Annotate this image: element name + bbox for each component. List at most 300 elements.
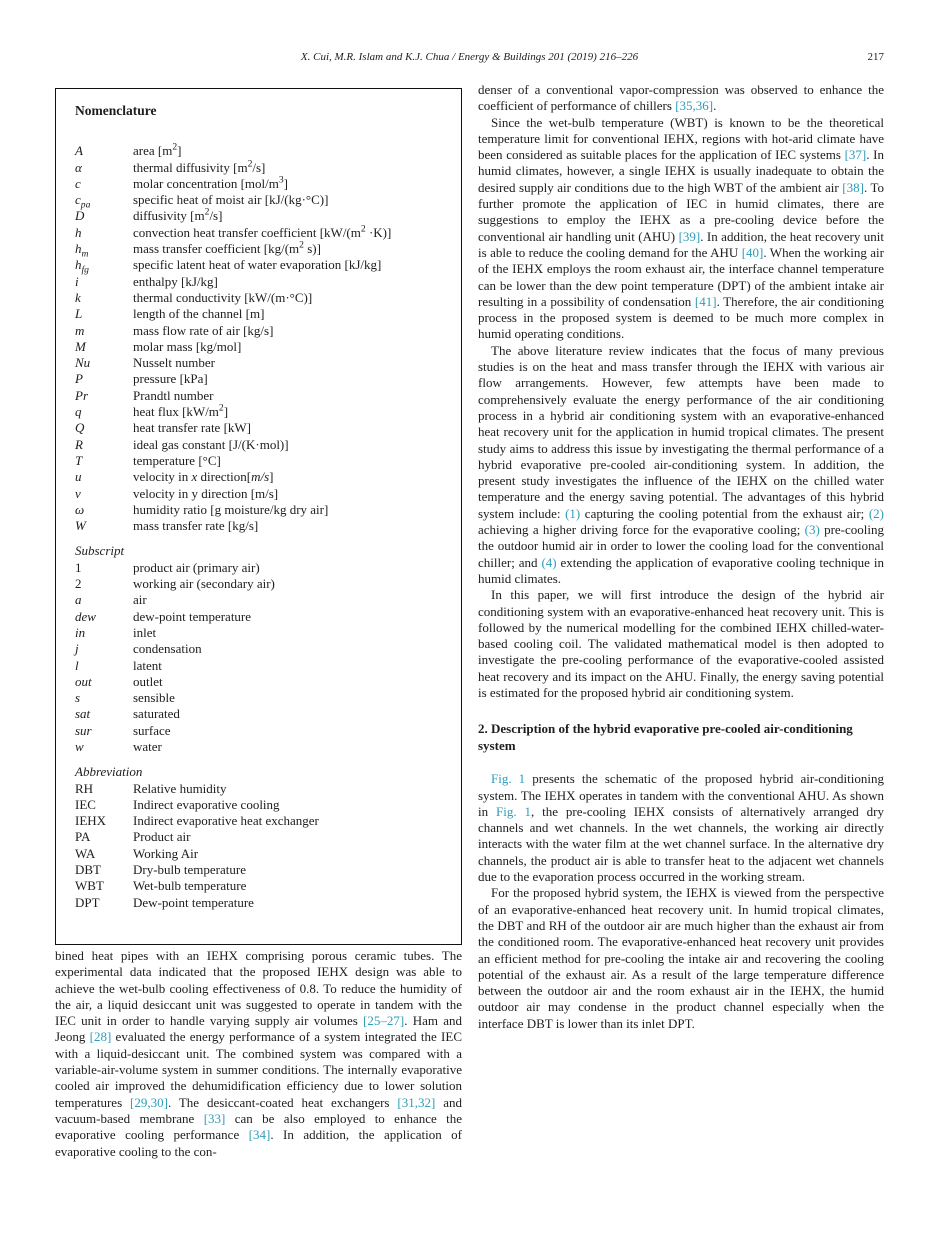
text-segment: Wet-bulb temperature — [133, 878, 247, 894]
text-segment: pressure [kPa] — [133, 371, 208, 387]
nomenclature-symbol — [75, 739, 133, 755]
text-segment: velocity in y direction [m/s] — [133, 485, 279, 501]
text-segment: . Therefore, the air conditioning process in the proposed system is deemed to be much more complex in humid operating conditions. — [478, 293, 884, 342]
text-segment: humidity ratio [g moisture/kg dry air] — [133, 501, 329, 517]
nomenclature-symbol — [75, 257, 133, 276]
text-segment: P — [75, 371, 83, 387]
text-segment: 2 — [75, 576, 82, 592]
text-segment: inlet — [133, 624, 157, 640]
text-segment: velocity in — [133, 469, 192, 485]
nomenclature-row — [75, 371, 445, 387]
citation-link[interactable]: [41] — [694, 293, 717, 309]
text-segment: . The desiccant-coated heat exchangers — [167, 1094, 398, 1110]
text-segment: thermal conductivity [kW/(m·°C)] — [133, 289, 313, 305]
text-segment: . Ham and Jeong — [55, 1013, 462, 1045]
text-segment: molar concentration [mol/m — [133, 175, 279, 191]
nomenclature-symbol — [75, 518, 133, 534]
text-segment: a — [75, 592, 82, 608]
nomenclature-row — [75, 895, 445, 911]
text-segment: R — [75, 436, 83, 452]
nomenclature-row — [75, 437, 445, 453]
text-segment: ] — [283, 175, 288, 191]
nomenclature-symbol — [75, 625, 133, 641]
nomenclature-symbol — [75, 176, 133, 192]
nomenclature-row — [75, 486, 445, 502]
text-segment: Relative humidity — [133, 780, 227, 796]
nomenclature-definition — [133, 257, 445, 273]
citation-link[interactable]: (4) — [541, 554, 557, 570]
citation-link[interactable]: (2) — [868, 505, 884, 521]
nomenclature-row — [75, 257, 445, 276]
nomenclature-definition — [133, 469, 445, 485]
text-segment: Working Air — [133, 845, 199, 861]
text-segment: RH — [75, 780, 94, 796]
text-segment: Dew-point temperature — [133, 894, 254, 910]
nomenclature-definition — [133, 706, 445, 722]
nomenclature-symbol — [75, 706, 133, 722]
text-segment: Pr — [75, 387, 88, 403]
nomenclature-symbol — [75, 797, 133, 813]
text-segment: mass transfer coefficient [kg/(m — [133, 241, 300, 257]
text-segment: sat — [75, 706, 91, 722]
nomenclature-row — [75, 274, 445, 290]
text-segment: IEHX — [75, 813, 107, 829]
text-segment: 2 — [299, 239, 304, 251]
nomenclature-symbol — [75, 609, 133, 625]
citation-link[interactable]: (3) — [804, 522, 820, 538]
text-segment: mass flow rate of air [kg/s] — [133, 322, 274, 338]
running-head — [55, 51, 884, 63]
nomenclature-row — [75, 160, 445, 176]
text-segment: Dry-bulb temperature — [133, 862, 246, 878]
nomenclature-definition — [133, 371, 445, 387]
text-segment: direction[ — [197, 469, 252, 485]
nomenclature-symbol — [75, 576, 133, 592]
citation-link[interactable]: [25–27] — [363, 1013, 405, 1029]
nomenclature-row — [75, 878, 445, 894]
nomenclature-row — [75, 690, 445, 706]
nomenclature-definition — [133, 862, 445, 878]
text-segment: Prandtl number — [133, 387, 214, 403]
nomenclature-symbol — [75, 241, 133, 260]
text-segment: IEC — [75, 796, 96, 812]
nomenclature-row — [75, 625, 445, 641]
text-segment: m — [81, 248, 89, 260]
nomenclature-row — [75, 723, 445, 739]
nomenclature-symbol — [75, 658, 133, 674]
text-segment: condensation — [133, 641, 202, 657]
text-segment: /s] — [209, 208, 223, 224]
text-segment: c — [75, 175, 81, 191]
paragraph-hybrid-system — [478, 885, 884, 1032]
text-segment: specific heat of moist air [kJ/(kg·°C)] — [133, 192, 329, 208]
text-segment: 2 — [204, 207, 210, 219]
paragraph-paper-outline — [478, 587, 884, 701]
nomenclature-definition — [133, 625, 445, 641]
nomenclature-symbol — [75, 339, 133, 355]
text-segment: Product air — [133, 829, 191, 845]
text-segment: 1 — [75, 559, 82, 575]
nomenclature-symbol — [75, 192, 133, 211]
text-segment: sensible — [133, 690, 175, 706]
text-segment: thermal diffusivity [m — [133, 159, 248, 175]
text-segment: ] — [177, 143, 182, 159]
text-segment: dew — [75, 608, 96, 624]
text-segment: Indirect evaporative cooling — [133, 796, 280, 812]
text-segment: DPT — [75, 894, 100, 910]
nomenclature-definition — [133, 486, 445, 502]
text-segment: Since the wet-bulb temperature (WBT) is known to be the theoretical temperature limit for conventional IEHX, regions with hot-arid climate have been considered as suitable places for the application of IEC systems — [478, 114, 884, 163]
citation-link[interactable]: [31,32] — [397, 1094, 436, 1110]
nomenclature-symbol — [75, 225, 133, 241]
paragraph-literature-review — [478, 343, 884, 587]
nomenclature-row — [75, 797, 445, 813]
nomenclature-definition — [133, 658, 445, 674]
nomenclature-symbol — [75, 355, 133, 371]
text-segment: 2 — [218, 402, 224, 414]
nomenclature-symbol — [75, 437, 133, 453]
nomenclature-definition — [133, 143, 445, 159]
text-segment: k — [75, 289, 81, 305]
nomenclature-row — [75, 674, 445, 690]
text-segment: T — [75, 452, 83, 468]
nomenclature-symbol — [75, 274, 133, 290]
citation-link[interactable]: [39] — [678, 228, 701, 244]
text-segment: L — [75, 306, 83, 322]
text-segment: ideal gas constant [J/(K·mol)] — [133, 436, 289, 452]
text-segment: 2 — [247, 158, 253, 170]
nomenclature-title: Nomenclature — [75, 103, 157, 118]
text-segment: evaluated the energy performance of a system integrated the IEC with a liquid-desiccant unit. The combined system was compared with a variable-air-volume system in summer conditions. The internally evaporative cooled air improved the dehumidification efficiency due to lower solution temperatures — [55, 1029, 462, 1110]
text-segment: Q — [75, 420, 85, 436]
text-segment: h — [75, 257, 82, 273]
nomenclature-symbol — [75, 723, 133, 739]
nomenclature-symbol — [75, 502, 133, 518]
text-segment: i — [75, 273, 79, 289]
text-segment: h — [75, 224, 82, 240]
text-segment: . In addition, the heat recovery unit is able to reduce the cooling demand for the AHU — [478, 228, 884, 260]
nomenclature-definition — [133, 576, 445, 592]
text-segment: fg — [81, 264, 89, 276]
text-segment: ω — [75, 501, 85, 517]
text-segment: convection heat transfer coefficient [kW/(m — [133, 224, 361, 240]
text-segment: ] — [223, 404, 229, 420]
nomenclature-row — [75, 592, 445, 608]
nomenclature-definition — [133, 690, 445, 706]
nomenclature-row — [75, 176, 445, 192]
text-segment: specific latent heat of water evaporation [kJ/kg] — [133, 257, 382, 273]
nomenclature-definition — [133, 404, 445, 420]
text-segment: area [m — [133, 143, 173, 159]
nomenclature-definition — [133, 797, 445, 813]
citation-link[interactable]: [35,36] — [675, 98, 714, 114]
nomenclature-row — [75, 355, 445, 371]
text-segment: diffusivity [m — [133, 208, 205, 224]
nomenclature-definition — [133, 274, 445, 290]
nomenclature-row — [75, 404, 445, 420]
text-segment: Nusselt number — [133, 355, 215, 371]
text-segment: s — [75, 690, 81, 706]
text-segment: 2 — [360, 223, 366, 235]
text-segment: x — [191, 469, 198, 485]
text-segment: . When the working air of the IEHX employs the room exhaust air, the interface channel temperature can be lower than the dew point temperature (DPT) of the ambient intake air resulting in a possibility of condensation — [478, 244, 884, 309]
nomenclature-symbol — [75, 160, 133, 176]
nomenclature-symbol — [75, 388, 133, 404]
text-segment: out — [75, 673, 92, 689]
nomenclature-symbol — [75, 486, 133, 502]
nomenclature-definition — [133, 829, 445, 845]
text-segment: capturing the cooling potential from the exhaust air; — [580, 505, 869, 521]
citation-link[interactable]: Fig. 1 — [496, 803, 531, 819]
text-segment: . To further promote the application of IEC in humid climates, there are suggestions to employ the IEHX as a pre-cooling device before the conventional air handling unit (AHU) — [478, 179, 884, 244]
nomenclature-symbol — [75, 143, 133, 159]
text-segment: saturated — [133, 706, 180, 722]
nomenclature-definition — [133, 739, 445, 755]
text-segment: and vacuum-based membrane — [55, 1094, 462, 1126]
nomenclature-row — [75, 739, 445, 755]
nomenclature-symbol — [75, 208, 133, 224]
nomenclature-symbol — [75, 560, 133, 576]
text-segment: W — [75, 518, 86, 534]
text-segment: s)] — [303, 241, 321, 257]
text-segment: h — [75, 241, 82, 257]
nomenclature-symbol — [75, 829, 133, 845]
text-segment: M — [75, 338, 86, 354]
nomenclature-definition — [133, 641, 445, 657]
nomenclature-definition — [133, 160, 445, 176]
nomenclature-definition — [133, 502, 445, 518]
text-segment: presents the schematic of the proposed hybrid air-conditioning system. The IEHX operates in tandem with the conventional AHU. As shown in — [478, 771, 885, 819]
text-segment: pa — [80, 199, 91, 211]
nomenclature-symbol — [75, 404, 133, 420]
text-segment: WA — [75, 845, 96, 861]
nomenclature-definition — [133, 895, 445, 911]
text-segment: /s] — [252, 159, 266, 175]
nomenclature-row — [75, 208, 445, 224]
nomenclature-row — [75, 290, 445, 306]
nomenclature-symbol — [75, 690, 133, 706]
nomenclature-row — [75, 143, 445, 159]
section-heading: 2. Description of the hybrid evaporative pre-cooled air-conditioning system — [478, 721, 853, 753]
text-segment: dew-point temperature — [133, 608, 252, 624]
left-column-paragraph — [55, 948, 462, 1160]
text-segment: water — [133, 738, 162, 754]
nomenclature-row — [75, 560, 445, 576]
citation-link[interactable]: [40] — [741, 244, 764, 260]
nomenclature-definition — [133, 192, 445, 208]
nomenclature-definition — [133, 878, 445, 894]
nomenclature-symbol — [75, 813, 133, 829]
text-segment: q — [75, 404, 82, 420]
text-segment: air — [133, 592, 147, 608]
nomenclature-row — [75, 641, 445, 657]
nomenclature-definition — [133, 781, 445, 797]
text-segment: mass transfer rate [kg/s] — [133, 518, 259, 534]
text-segment: enthalpy [kJ/kg] — [133, 273, 218, 289]
text-segment: , the pre-cooling IEHX consists of alternatively arranged dry channels and wet channels. In the wet channels, the working air directly interacts with the water film at the wet channel surface. In the alternative dry channels, the product air is able to transfer heat to the adjacent wet channels due to the evaporation process occurred in the working stream. — [478, 803, 884, 885]
citation-link[interactable]: Fig. 1 — [491, 771, 526, 787]
nomenclature-definition — [133, 592, 445, 608]
nomenclature-definition — [133, 306, 445, 322]
text-segment: temperature [°C] — [133, 452, 221, 468]
text-segment: j — [75, 641, 79, 657]
nomenclature-definition — [133, 674, 445, 690]
text-segment: l — [75, 657, 79, 673]
nomenclature-symbol — [75, 453, 133, 469]
text-segment: sur — [75, 722, 92, 738]
citation-link[interactable]: [28] — [89, 1029, 112, 1045]
nomenclature-definition — [133, 241, 445, 257]
nomenclature-row — [75, 192, 445, 211]
nomenclature-symbol — [75, 895, 133, 911]
nomenclature-definition — [133, 453, 445, 469]
text-segment: u — [75, 469, 82, 485]
citation-link[interactable]: [34] — [248, 1127, 271, 1143]
left-column — [55, 88, 462, 1160]
abbreviation-list — [75, 781, 445, 911]
text-segment: Indirect evaporative heat exchanger — [133, 813, 319, 829]
nomenclature-symbol — [75, 674, 133, 690]
text-segment: 3 — [278, 174, 284, 186]
nomenclature-box — [55, 88, 462, 945]
nomenclature-symbol — [75, 878, 133, 894]
nomenclature-row — [75, 609, 445, 625]
nomenclature-definition — [133, 420, 445, 436]
nomenclature-symbol — [75, 862, 133, 878]
right-column — [478, 82, 884, 1032]
text-segment: latent — [133, 657, 162, 673]
text-segment: bined heat pipes with an IEHX comprising porous ceramic tubes. The experimental data indicated that the proposed IEHX design was able to achieve the wet-bulb cooling effectiveness of 0.8. To reduce the humidity of the air, a liquid desiccant unit was suggested to operate in tandem with the IEC unit in order to handle varying supply air volumes — [55, 948, 462, 1029]
text-segment: In this paper, we will first introduce the design of the hybrid air conditioning system with an evaporative-enhanced heat recovery unit. This is followed by the numerical modelling for the combined IEHX chilled-water-based cooling coil. The validated mathematical model is then adopted to investigate the pre-cooling performance of the evaporative-cooled assisted heat recovery and its impact on the AHU. Finally, the energy saving potential is estimated for the proposed hybrid air conditioning system. — [478, 587, 884, 700]
nomenclature-symbol — [75, 371, 133, 387]
nomenclature-definition — [133, 609, 445, 625]
nomenclature-definition — [133, 355, 445, 371]
nomenclature-symbol — [75, 420, 133, 436]
nomenclature-row — [75, 339, 445, 355]
nomenclature-definition — [133, 388, 445, 404]
text-segment: working air (secondary air) — [133, 576, 275, 592]
paragraph-chillers — [478, 82, 884, 115]
nomenclature-row — [75, 323, 445, 339]
journal-citation: X. Cui, M.R. Islam and K.J. Chua / Energy & Buildings 201 (2019) 216–226 — [300, 51, 639, 63]
nomenclature-row — [75, 658, 445, 674]
nomenclature-row — [75, 306, 445, 322]
nomenclature-row — [75, 706, 445, 722]
nomenclature-row — [75, 225, 445, 241]
nomenclature-symbol — [75, 469, 133, 485]
nomenclature-symbol — [75, 290, 133, 306]
nomenclature-row — [75, 388, 445, 404]
nomenclature-definition — [133, 813, 445, 829]
text-segment: D — [75, 208, 85, 224]
citation-link[interactable]: [38] — [842, 179, 864, 195]
text-segment: . In humid climates, however, a single IEHX is usually inadequate to obtain the desired supply air conditions due to the high WBT of the ambient air — [478, 147, 884, 195]
text-segment: molar mass [kg/mol] — [133, 338, 242, 354]
text-segment: DBT — [75, 862, 101, 878]
nomenclature-row — [75, 862, 445, 878]
text-segment: c — [75, 192, 81, 208]
text-segment: w — [75, 738, 84, 754]
nomenclature-symbol — [75, 592, 133, 608]
nomenclature-definition — [133, 560, 445, 576]
nomenclature-definition — [133, 846, 445, 862]
text-segment: can be also employed to enhance the evaporative cooling performance — [55, 1110, 462, 1143]
text-segment: . — [713, 98, 717, 114]
text-segment: The above literature review indicates that the focus of many previous studies is on the heat and mass transfer through the IEHX with various air flow arrangements. However, few attempts have been made to comprehensively evaluate the energy performance of the air conditioning process in a hybrid air conditioning system with an evaporative-enhanced heat recovery unit for the application in humid tropical climates. The present study aims to address this issue by investigating the thermal performance of a hybrid evaporative pre-cooled air-conditioning system. In addition, the present study investigates the influence of the IEHX on the chilled water temperature and the energy saving potential. The advantages of this hybrid system include: — [478, 342, 884, 521]
nomenclature-row — [75, 239, 445, 260]
paragraph-wbt-limit — [478, 115, 884, 343]
citation-link[interactable]: [29,30] — [130, 1094, 168, 1110]
nomenclature-row — [75, 576, 445, 592]
nomenclature-row — [75, 453, 445, 469]
nomenclature-row — [75, 469, 445, 485]
text-segment: 2 — [172, 141, 178, 153]
nomenclature-definition — [133, 290, 445, 306]
text-segment: For the proposed hybrid system, the IEHX is viewed from the perspective of an evaporative-enhanced heat recovery unit. In humid tropical climates, the DBT and RH of the outdoor air are much higher than the exhaust air from the conditioned room. The evaporative-enhanced heat recovery unit provides an efficient method for pre-cooling the intake air and recovering the cooling potential of the exhaust air. As a result of the large temperature difference between the outdoor air and the room exhaust air in the IEHX, the humid outdoor air may condense in the product channel especially when the interface DBT is lower than its inlet DPT. — [478, 885, 884, 1031]
text-segment: heat transfer rate [kW] — [133, 420, 252, 436]
nomenclature-row — [75, 502, 445, 518]
nomenclature-definition — [133, 339, 445, 355]
text-segment: surface — [133, 722, 171, 738]
text-segment: Nu — [75, 355, 91, 371]
citation-link[interactable]: [33] — [203, 1110, 226, 1126]
subscript-heading: Subscript — [75, 543, 125, 559]
nomenclature-row — [75, 420, 445, 436]
text-segment: α — [75, 159, 82, 175]
text-segment: m/s — [251, 469, 270, 485]
text-segment: v — [75, 485, 81, 501]
text-segment: WBT — [75, 878, 104, 894]
citation-link[interactable]: (1) — [565, 505, 581, 521]
text-segment: m — [75, 322, 85, 338]
nomenclature-symbol — [75, 306, 133, 322]
nomenclature-row — [75, 846, 445, 862]
nomenclature-row — [75, 829, 445, 845]
text-segment: extending the application of evaporative cooling technique in humid climates. — [478, 554, 884, 586]
text-segment: heat flux [kW/m — [133, 404, 219, 420]
text-segment: PA — [75, 829, 91, 845]
nomenclature-symbol — [75, 781, 133, 797]
nomenclature-symbol — [75, 323, 133, 339]
nomenclature-definition — [133, 208, 445, 224]
text-segment: denser of a conventional vapor-compression was observed to enhance the coefficient of performance of chillers — [478, 82, 884, 114]
text-segment: product air (primary air) — [133, 559, 260, 575]
abbreviation-heading: Abbreviation — [75, 764, 143, 780]
nomenclature-definition — [133, 437, 445, 453]
nomenclature-definition — [133, 518, 445, 534]
text-segment: achieving a higher driving force for the evaporative cooling; — [478, 522, 805, 538]
nomenclature-definition — [133, 323, 445, 339]
nomenclature-definition — [133, 723, 445, 739]
nomenclature-row — [75, 518, 445, 534]
citation-link[interactable]: [37] — [844, 147, 867, 163]
paragraph-fig1-schematic — [478, 771, 884, 885]
text-segment: outlet — [133, 673, 163, 689]
text-segment: . In addition, the application of evaporative cooling to the con- — [55, 1127, 463, 1159]
symbol-list — [75, 143, 445, 534]
nomenclature-symbol — [75, 846, 133, 862]
text-segment: ] — [269, 469, 274, 485]
text-segment: pre-cooling the outdoor humid air in order to lower the cooling load for the conventional chiller; and — [478, 522, 885, 570]
nomenclature-definition — [133, 225, 445, 241]
text-segment: length of the channel [m] — [133, 306, 265, 322]
nomenclature-row — [75, 813, 445, 829]
nomenclature-symbol — [75, 641, 133, 657]
nomenclature-definition — [133, 176, 445, 192]
text-segment: A — [75, 143, 83, 159]
text-segment: ·K)] — [365, 224, 392, 240]
nomenclature-row — [75, 781, 445, 797]
